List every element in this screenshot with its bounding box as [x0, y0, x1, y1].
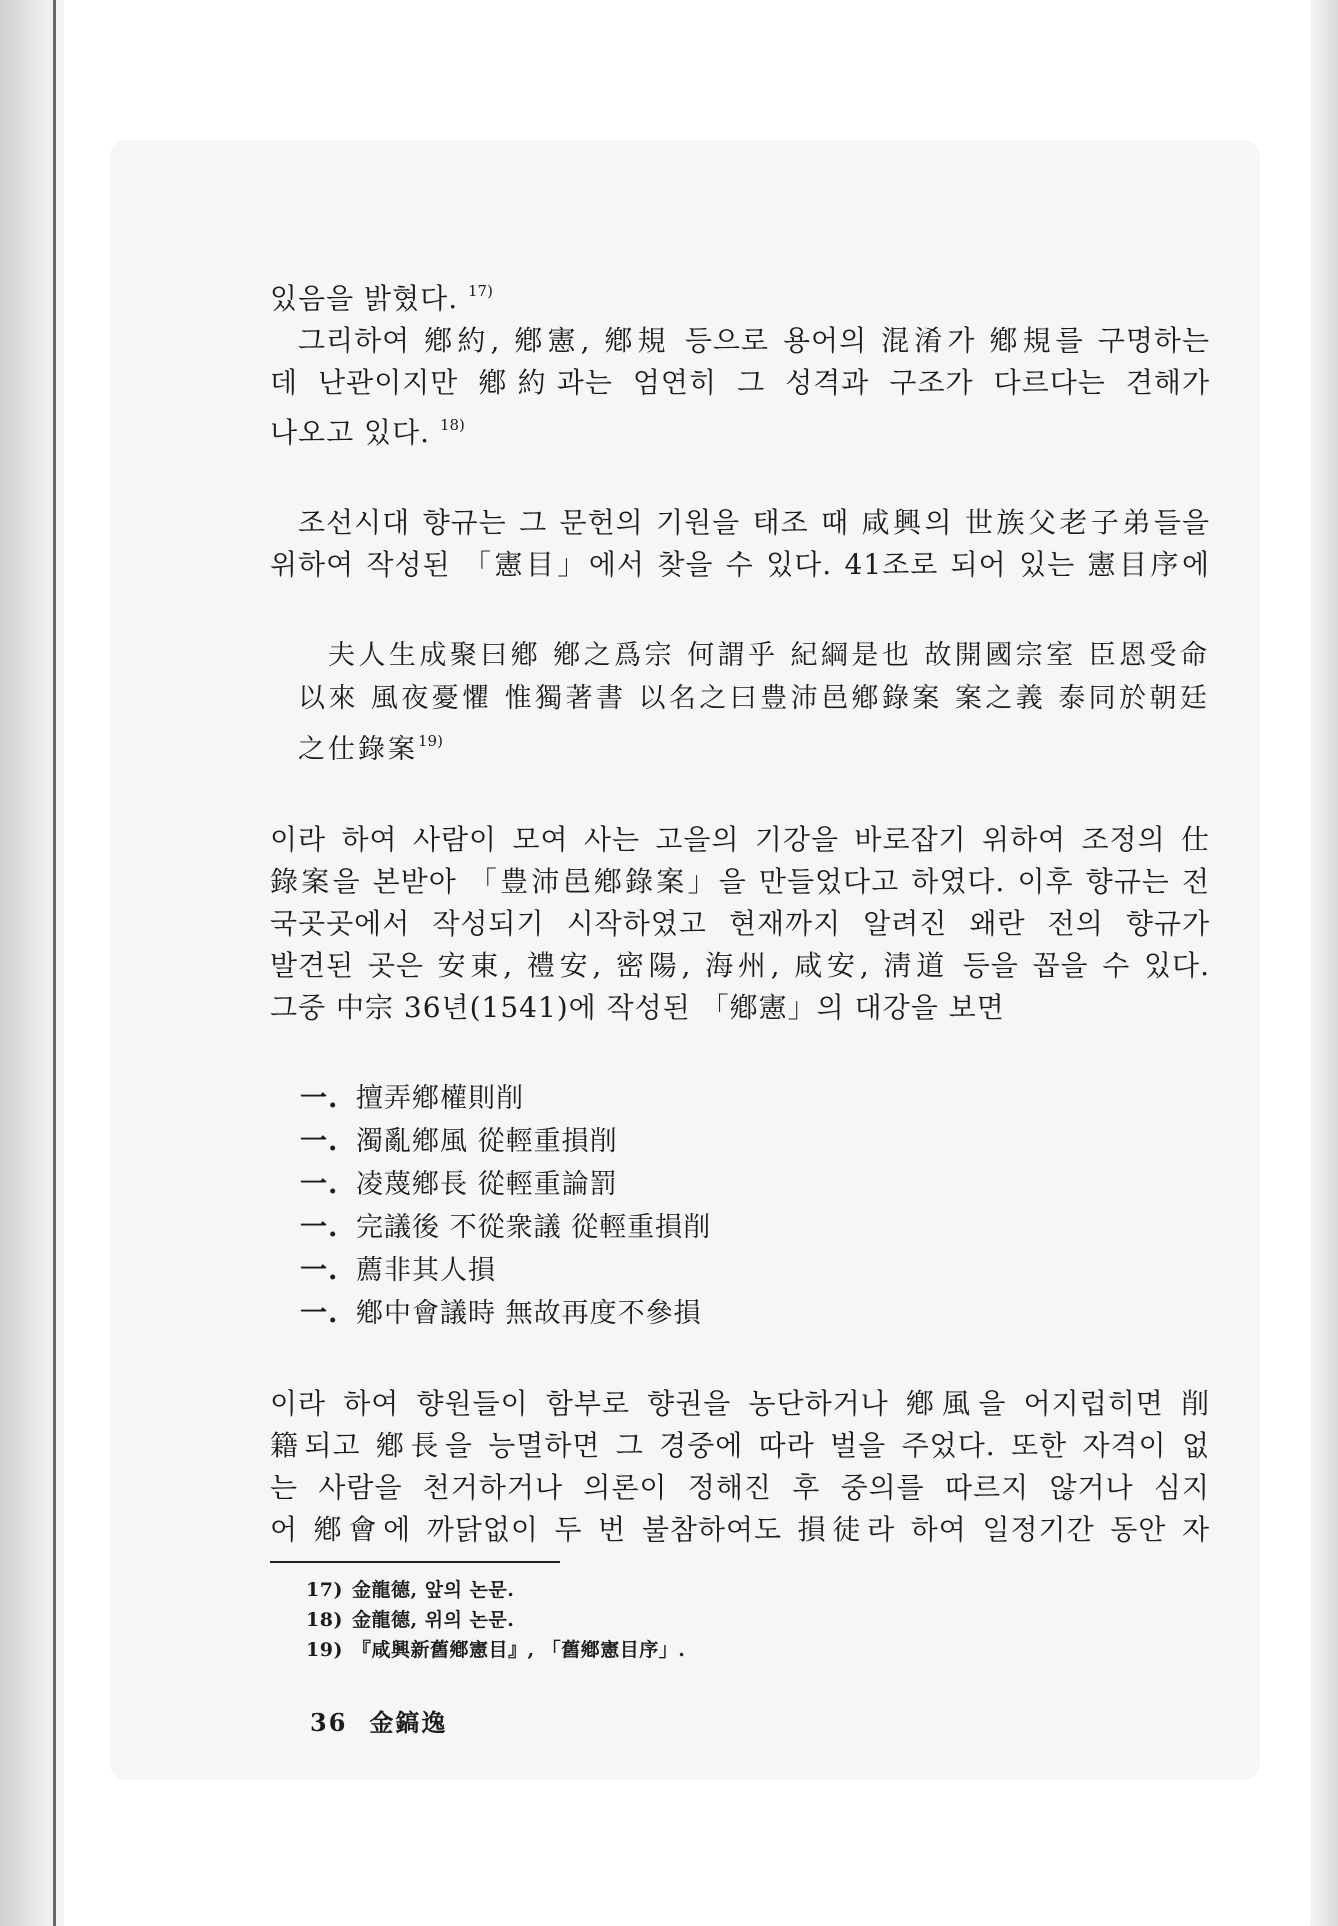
text-line: 籍되고 鄕長을 능멸하면 그 경중에 따라 벌을 주었다. 또한 자격이 없 — [270, 1429, 1210, 1462]
text-line: 이라 하여 향원들이 함부로 향권을 농단하거나 鄕風을 어지럽히면 削 — [270, 1387, 1210, 1420]
footnotes — [270, 1575, 1210, 1665]
list-item: 一. 濁亂鄕風 從輕重損削 — [300, 1120, 1210, 1163]
block-quote — [298, 634, 1210, 771]
text-line: 나오고 있다. $^{18)}$ — [270, 416, 465, 449]
text-line: 있음을 밝혔다. $^{17)}$ — [270, 282, 493, 315]
list-item: 一. 完議後 不從衆議 從輕重損削 — [300, 1206, 1210, 1249]
text-line: 이라 하여 사람이 모여 사는 고을의 기강을 바로잡기 위하여 조정의 仕 — [270, 823, 1210, 856]
rule-bullet: 一. — [300, 1212, 339, 1243]
footnote-divider — [270, 1561, 560, 1563]
text-line: 국곳곳에서 작성되기 시작하였고 현재까지 알려진 왜란 전의 향규가 — [270, 907, 1210, 940]
list-item: 一. 鄕中會議時 無故再度不參損 — [300, 1292, 1210, 1335]
page-content — [270, 270, 1210, 1738]
text-line: 어 鄕會에 까닭없이 두 번 불참하여도 損徒라 하여 일정기간 동안 자 — [270, 1513, 1210, 1546]
text-line: 는 사람을 천거하거나 의론이 정해진 후 중의를 따르지 않거나 심지 — [270, 1471, 1210, 1504]
quote-line: 夫人生成聚曰鄕 鄕之爲宗 何謂乎 紀綱是也 故開國宗室 臣恩受命 — [328, 640, 1210, 671]
list-item: 一. 擅弄鄕權則削 — [300, 1077, 1210, 1120]
text-line: 조선시대 향규는 그 문헌의 기원을 태조 때 咸興의 世族父老子弟들을 — [298, 506, 1210, 539]
footnote-ref: 18) — [439, 416, 465, 434]
rule-list — [300, 1077, 1210, 1335]
text-line: 그중 中宗 36년(1541)에 작성된 「鄕憲」의 대강을 보면 — [270, 991, 1005, 1024]
text-line: 발견된 곳은 安東, 禮安, 密陽, 海州, 咸安, 淸道 등을 꼽을 수 있다. — [270, 949, 1210, 982]
footnote: 18) 金龍德, 위의 논문. — [306, 1609, 515, 1631]
quote-line: 以來 風夜憂懼 惟獨著書 以名之曰豊沛邑鄕錄案 案之義 泰同於朝廷 — [298, 683, 1210, 714]
page-right-edge — [1310, 0, 1338, 1926]
page-number: 36 — [310, 1708, 348, 1737]
footnote: 17) 金龍德, 앞의 논문. — [306, 1579, 515, 1601]
rule-bullet: 一. — [300, 1083, 339, 1114]
running-author: 金鎬逸 — [369, 1708, 448, 1737]
rule-bullet: 一. — [300, 1255, 339, 1286]
rule-bullet: 一. — [300, 1298, 339, 1329]
rule-bullet: 一. — [300, 1126, 339, 1157]
footnote-ref: 19) — [418, 732, 443, 750]
book-spine-edge — [0, 0, 60, 1926]
text-line: 錄案을 본받아 「豊沛邑鄕錄案」을 만들었다고 하였다. 이후 향규는 전 — [270, 865, 1210, 898]
text-line: 데 난관이지만 鄕約과는 엄연히 그 성격과 구조가 다르다는 견해가 — [270, 366, 1210, 399]
list-item: 一. 薦非其人損 — [300, 1249, 1210, 1292]
text-line: 그리하여 鄕約, 鄕憲, 鄕規 등으로 용어의 混淆가 鄕規를 구명하는 — [298, 324, 1210, 357]
page-footer — [310, 1703, 1210, 1738]
quote-line: 之仕錄案$^{19)}$ — [298, 732, 443, 765]
footnote-ref: 17) — [468, 282, 493, 300]
list-item: 一. 凌蔑鄕長 從輕重論罰 — [300, 1163, 1210, 1206]
text-line: 위하여 작성된 「憲目」에서 찾을 수 있다. 41조로 되어 있는 憲目序에 — [270, 548, 1210, 581]
footnote: 19) 『咸興新舊鄕憲目』, 「舊鄕憲目序」. — [306, 1639, 686, 1661]
rule-bullet: 一. — [300, 1169, 339, 1200]
